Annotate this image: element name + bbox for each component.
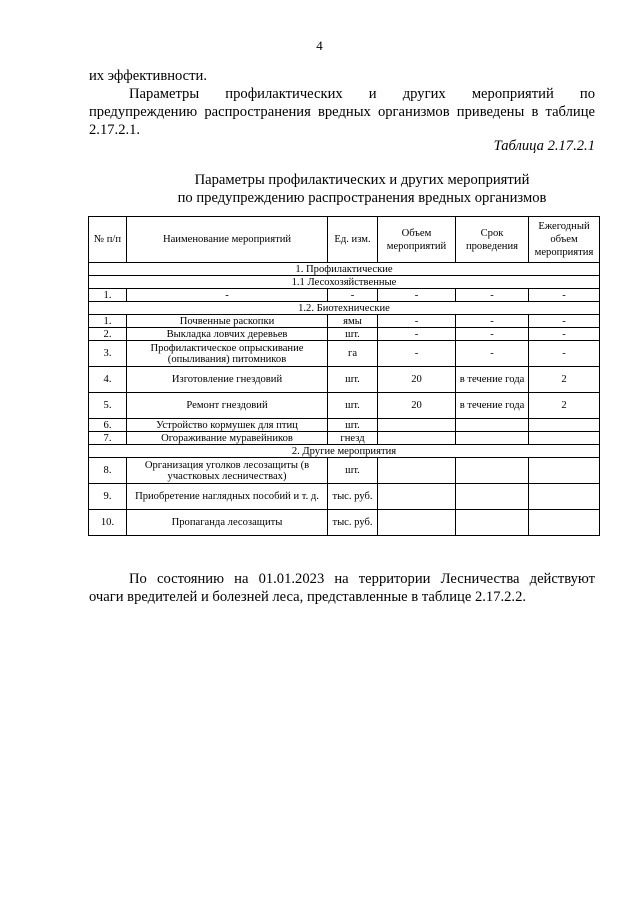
cell-num: 6. — [89, 419, 127, 432]
cell-volume: - — [378, 341, 456, 367]
cell-unit: ямы — [328, 315, 378, 328]
cell-volume: 20 — [378, 367, 456, 393]
cell-term — [456, 484, 529, 510]
cell-annual: - — [529, 315, 600, 328]
cell-term — [456, 432, 529, 445]
cell-num: 2. — [89, 328, 127, 341]
table-row — [89, 458, 600, 484]
cell-volume — [378, 510, 456, 536]
cell-volume: - — [378, 289, 456, 302]
cell-term: - — [456, 315, 529, 328]
cell-term: - — [456, 341, 529, 367]
header-term: Срок проведения — [456, 217, 529, 263]
cell-volume: - — [378, 315, 456, 328]
paragraph-params-line2: предупреждению распространения вредных организмов приведены в таблице — [89, 104, 595, 120]
cell-name: Пропаганда лесозащиты — [127, 510, 328, 536]
cell-annual: - — [529, 289, 600, 302]
cell-unit: шт. — [328, 393, 378, 419]
cell-unit: шт. — [328, 458, 378, 484]
cell-name: Изготовление гнездовий — [127, 367, 328, 393]
page-number: 4 — [316, 38, 323, 53]
cell-unit: тыс. руб. — [328, 510, 378, 536]
table-row — [89, 289, 600, 302]
paragraph-intro: их эффективности. — [89, 68, 207, 84]
header-unit: Ед. изм. — [328, 217, 378, 263]
table-row — [89, 432, 600, 445]
cell-name: Профилактическое опрыскивание (опыливания) питомников — [127, 341, 328, 367]
table-row — [89, 510, 600, 536]
cell-unit: - — [328, 289, 378, 302]
table-header-row — [89, 217, 600, 263]
cell-annual: - — [529, 328, 600, 341]
cell-num: 5. — [89, 393, 127, 419]
cell-annual: 2 — [529, 393, 600, 419]
cell-term — [456, 458, 529, 484]
subsection-title: 1.1 Лесохозяйственные — [89, 276, 600, 289]
cell-term: - — [456, 328, 529, 341]
cell-volume — [378, 419, 456, 432]
cell-annual — [529, 484, 600, 510]
cell-num: 3. — [89, 341, 127, 367]
table-row — [89, 484, 600, 510]
cell-annual — [529, 510, 600, 536]
table-title-line2: по предупреждению распространения вредных организмов — [177, 190, 547, 206]
header-annual: Ежегодный объем мероприятия — [529, 217, 600, 263]
cell-name: Приобретение наглядных пособий и т. д. — [127, 484, 328, 510]
paragraph-status-line1: По состоянию на 01.01.2023 на территории Лесничества действуют — [129, 571, 595, 587]
table-row — [89, 367, 600, 393]
cell-volume: 20 — [378, 393, 456, 419]
measures-table — [88, 216, 600, 536]
cell-annual — [529, 432, 600, 445]
cell-annual: 2 — [529, 367, 600, 393]
table-row — [89, 315, 600, 328]
cell-name: Огораживание муравейников — [127, 432, 328, 445]
cell-volume — [378, 458, 456, 484]
cell-num: 9. — [89, 484, 127, 510]
cell-num: 7. — [89, 432, 127, 445]
cell-volume — [378, 484, 456, 510]
paragraph-status-line2: очаги вредителей и болезней леса, представленные в таблице 2.17.2.2. — [89, 589, 527, 605]
cell-term — [456, 510, 529, 536]
cell-unit: тыс. руб. — [328, 484, 378, 510]
cell-name: Выкладка ловчих деревьев — [127, 328, 328, 341]
cell-term: в течение года — [456, 367, 529, 393]
cell-name: - — [127, 289, 328, 302]
table-row — [89, 393, 600, 419]
section-title: 2. Другие мероприятия — [89, 445, 600, 458]
cell-name: Ремонт гнездовий — [127, 393, 328, 419]
cell-unit: гнезд — [328, 432, 378, 445]
section-row — [89, 445, 600, 458]
subsection-title: 1.2. Биотехнические — [89, 302, 600, 315]
paragraph-params-line3: 2.17.2.1. — [89, 122, 141, 138]
section-row — [89, 302, 600, 315]
cell-num: 1. — [89, 289, 127, 302]
cell-num: 8. — [89, 458, 127, 484]
cell-annual — [529, 458, 600, 484]
cell-name: Устройство кормушек для птиц — [127, 419, 328, 432]
cell-unit: га — [328, 341, 378, 367]
cell-term: в течение года — [456, 393, 529, 419]
table-number: Таблица 2.17.2.1 — [493, 138, 595, 154]
table-row — [89, 419, 600, 432]
cell-num: 4. — [89, 367, 127, 393]
cell-unit: шт. — [328, 328, 378, 341]
cell-num: 10. — [89, 510, 127, 536]
paragraph-params-line1: Параметры профилактических и других мероприятий по — [129, 86, 595, 102]
table-row — [89, 341, 600, 367]
table-title-line1: Параметры профилактических и других мероприятий — [194, 172, 530, 188]
cell-term — [456, 419, 529, 432]
header-num: № п/п — [89, 217, 127, 263]
cell-name: Почвенные раскопки — [127, 315, 328, 328]
cell-num: 1. — [89, 315, 127, 328]
section-row — [89, 276, 600, 289]
cell-name: Организация уголков лесозащиты (в участковых лесничествах) — [127, 458, 328, 484]
cell-volume — [378, 432, 456, 445]
cell-annual: - — [529, 341, 600, 367]
cell-unit: шт. — [328, 367, 378, 393]
section-title: 1. Профилактические — [89, 263, 600, 276]
cell-term: - — [456, 289, 529, 302]
section-row — [89, 263, 600, 276]
table-row — [89, 328, 600, 341]
header-name: Наименование мероприятий — [127, 217, 328, 263]
cell-volume: - — [378, 328, 456, 341]
cell-annual — [529, 419, 600, 432]
cell-unit: шт. — [328, 419, 378, 432]
header-volume: Объем мероприятий — [378, 217, 456, 263]
